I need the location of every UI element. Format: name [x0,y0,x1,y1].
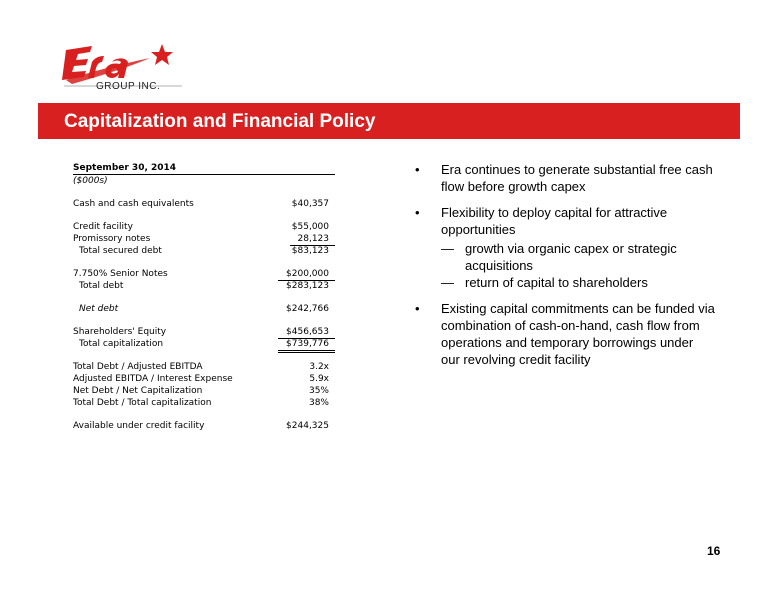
table-row [73,245,335,257]
sub-bullet-text: growth via organic capex or strategic acquisitions [465,241,677,273]
row-label: Net debt [79,304,119,314]
capitalization-table [73,162,335,432]
table-row [73,280,335,292]
title-bar [38,103,740,139]
row-value: $283,123 [286,281,329,291]
row-value: 3.2x [309,362,329,372]
table-header-row [73,162,335,175]
row-label: Total Debt / Adjusted EBITDA [73,362,203,372]
row-value: $244,325 [286,421,329,431]
table-row [73,385,335,397]
row-label: Total debt [79,281,124,291]
row-label: Adjusted EBITDA / Interest Expense [73,374,233,384]
row-label: Available under credit facility [73,421,205,431]
star-icon [151,44,173,65]
row-label: 7.750% Senior Notes [73,269,168,279]
row-label: Credit facility [73,222,133,232]
table-row [73,233,335,245]
table-row [73,361,335,373]
table-row [73,373,335,385]
bullet-item [415,204,715,238]
dash-icon: — [441,241,454,256]
table-row [73,326,335,338]
row-label: Total secured debt [79,246,162,256]
bullet-item [415,161,715,195]
row-value: $242,766 [286,304,329,314]
bullet-text: Era continues to generate substantial free cash flow before growth capex [441,162,713,194]
table-header: September 30, 2014 [73,163,177,173]
table-row [73,221,335,233]
row-label: Total capitalization [79,339,164,349]
row-value: 5.9x [309,374,329,384]
table-subheader-row [73,175,335,187]
page-number: 16 [707,544,721,558]
table-units: ($000s) [73,176,108,186]
row-value: 38% [308,398,329,408]
row-value: 35% [308,386,329,396]
table-row [73,198,335,210]
table-row [73,268,335,280]
bullet-icon: • [415,205,420,220]
row-value: 28,123 [297,234,329,244]
table-row [73,303,335,315]
row-value: $456,653 [286,327,329,337]
bullet-list [415,161,715,377]
page-title: Capitalization and Financial Policy [64,111,376,132]
table-row [73,338,335,350]
row-label: Total Debt / Total capitalization [73,398,212,408]
sub-bullet-item [415,274,715,291]
bullet-text: Flexibility to deploy capital for attractive opportunities [441,205,668,237]
bullet-icon: • [415,162,420,177]
bullet-text: Existing capital commitments can be funded via combination of cash-on-hand, cash flow from operations and temporary borrowings under our revolving credit facility [441,301,715,367]
row-label: Promissory notes [73,234,151,244]
row-label: Shareholders' Equity [73,327,167,337]
sub-bullet-text: return of capital to shareholders [465,275,648,290]
sub-bullet-item [415,240,715,274]
table-row [73,420,335,432]
row-value: $83,123 [291,246,329,256]
table-row [73,397,335,409]
row-value: $739,776 [286,339,329,349]
row-value: $200,000 [286,269,329,279]
bullet-item [415,300,715,368]
row-value: $55,000 [291,222,329,232]
era-group-logo [62,40,184,96]
row-label: Net Debt / Net Capitalization [73,386,203,396]
dash-icon: — [441,275,454,290]
bullet-icon: • [415,301,420,316]
logo-subtext: GROUP INC. [96,81,161,92]
row-label: Cash and cash equivalents [73,199,194,209]
row-value: $40,357 [291,199,329,209]
